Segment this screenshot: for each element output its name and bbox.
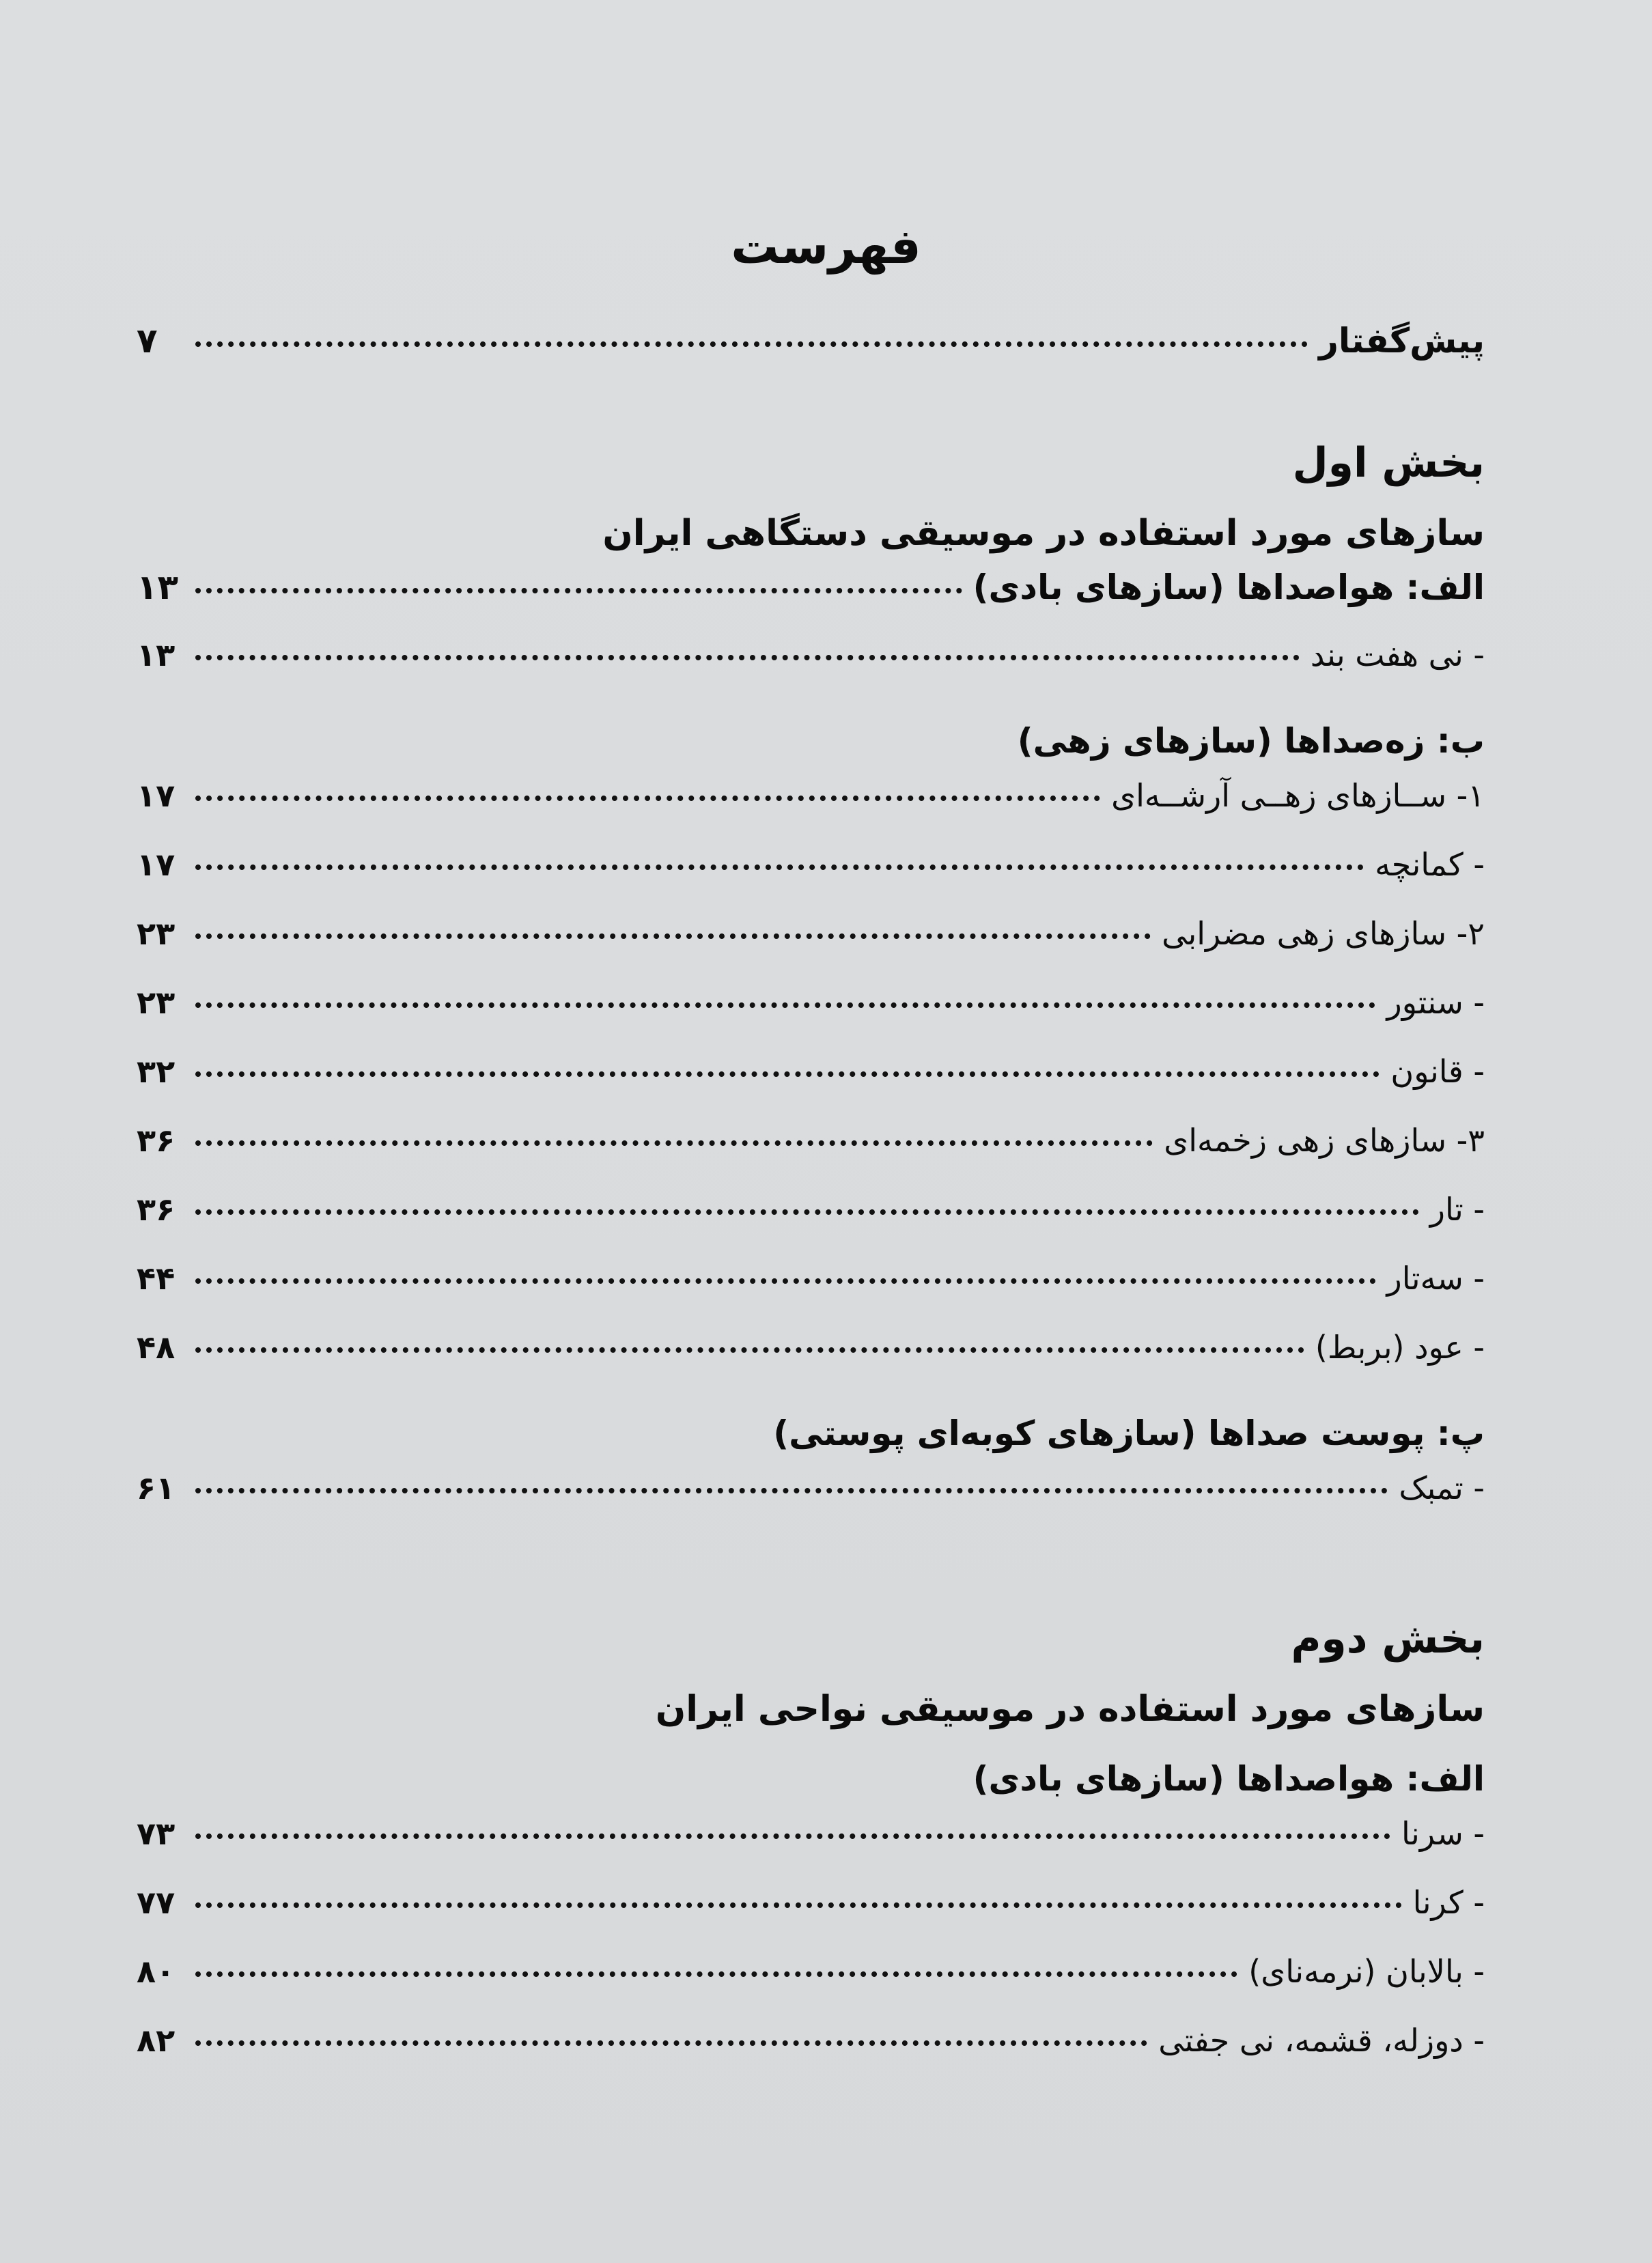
- toc-entry-label: - تمبک: [1399, 1470, 1485, 1506]
- part-subheading: سازهای مورد استفاده در موسیقی دستگاهی ایران: [602, 513, 1485, 554]
- toc-entry: [137, 567, 1485, 636]
- toc-entry-label: ۳- سازهای زهی زخمه‌ای: [1164, 1122, 1485, 1159]
- toc-entry: [137, 1815, 1485, 1884]
- toc-entry: [137, 1953, 1485, 2022]
- dot-leader: [195, 865, 1364, 870]
- toc-entry: [137, 321, 1485, 390]
- dot-leader: [195, 1071, 1380, 1077]
- dot-leader: [195, 1347, 1304, 1353]
- dot-leader: [195, 1278, 1376, 1284]
- toc-entry-label: - سرنا: [1401, 1815, 1485, 1852]
- dot-leader: [195, 796, 1100, 801]
- toc-entry-label: - سه‌تار: [1386, 1260, 1485, 1297]
- toc-entry: [137, 1191, 1485, 1260]
- toc-entry-label: - کمانچه: [1375, 846, 1485, 883]
- toc-entry-label: - دوزله، قشمه، نی جفتی: [1158, 2022, 1485, 2059]
- toc-entry: [137, 1053, 1485, 1122]
- toc-entry-label: - عود (بربط): [1315, 1329, 1485, 1366]
- toc-page-number: ۴۴: [137, 1260, 176, 1297]
- toc-page-number: ۲۳: [137, 915, 176, 952]
- toc-entry: [137, 1122, 1485, 1191]
- toc-entry: [137, 846, 1485, 915]
- dot-leader: [195, 1902, 1402, 1908]
- toc-page-number: ۱۷: [137, 846, 176, 883]
- toc-page-number: ۷۳: [137, 1815, 176, 1852]
- toc-entry-label: ۱- ســازهای زهــی آرشــه‌ای: [1111, 777, 1485, 814]
- vertical-spacer: [137, 390, 1485, 427]
- page-title: فهرست: [731, 219, 921, 275]
- toc-entry-label: - تار: [1429, 1191, 1485, 1228]
- dot-leader: [195, 1488, 1388, 1493]
- toc-entry-label: پیش‌گفتار: [1319, 321, 1485, 361]
- toc-page-number: ۸۰: [137, 1953, 176, 1990]
- toc-page-number: ۶۱: [137, 1470, 176, 1506]
- toc-page-number: ۸۲: [137, 2022, 176, 2059]
- toc-page-number: ۳۶: [137, 1191, 176, 1228]
- toc-entry: [137, 2022, 1485, 2091]
- toc-entry: [137, 1329, 1485, 1398]
- part-heading: بخش دوم: [1291, 1615, 1485, 1663]
- category-heading: ب: زه‌صداها (سازهای زهی): [1017, 721, 1485, 761]
- toc-entry-label: - نی هفت بند: [1310, 636, 1485, 673]
- toc-entry: [137, 777, 1485, 846]
- toc-page-number: ۱۳: [137, 636, 176, 673]
- dot-leader: [195, 1971, 1237, 1977]
- dot-leader: [195, 1833, 1390, 1839]
- toc-entry: [137, 1470, 1485, 1538]
- dot-leader: [195, 1140, 1153, 1146]
- dot-leader: [195, 933, 1151, 939]
- dot-leader: [195, 341, 1308, 347]
- dot-leader: [195, 1209, 1419, 1215]
- toc-page-number: ۲۳: [137, 984, 176, 1021]
- part-heading: بخش اول: [1292, 439, 1485, 487]
- toc-page-number: ۷: [137, 321, 158, 361]
- toc-page-number: ۷۷: [137, 1884, 176, 1921]
- vertical-spacer: [137, 1538, 1485, 1603]
- toc-entry: [137, 636, 1485, 705]
- toc-page-number: ۳۲: [137, 1053, 176, 1090]
- toc-entry-label: - قانون: [1390, 1053, 1485, 1090]
- toc-entry: [137, 984, 1485, 1053]
- toc-entry-label: - بالابان (نرمه‌نای): [1248, 1953, 1485, 1990]
- toc-entry: [137, 1260, 1485, 1329]
- toc-entry: [137, 915, 1485, 984]
- toc-page-number: ۱۳: [137, 567, 179, 607]
- part-subheading: سازهای مورد استفاده در موسیقی نواحی ایران: [655, 1689, 1485, 1730]
- toc-entry-label: - سنتور: [1386, 984, 1485, 1021]
- table-of-contents: [137, 321, 1485, 2091]
- dot-leader: [195, 588, 962, 593]
- toc-page-number: ۱۷: [137, 777, 176, 814]
- toc-entry-label: - کرنا: [1412, 1884, 1485, 1921]
- toc-page-number: ۴۸: [137, 1329, 176, 1366]
- dot-leader: [195, 655, 1300, 660]
- toc-entry: [137, 1884, 1485, 1953]
- dot-leader: [195, 2040, 1147, 2046]
- toc-entry-label: ۲- سازهای زهی مضرابی: [1162, 915, 1485, 952]
- category-heading: پ: پوست صداها (سازهای کوبه‌ای پوستی): [773, 1414, 1485, 1453]
- dot-leader: [195, 1002, 1375, 1008]
- toc-entry-label: الف: هواصداها (سازهای بادی): [972, 567, 1485, 607]
- category-heading: الف: هواصداها (سازهای بادی): [972, 1759, 1485, 1799]
- toc-page-number: ۳۶: [137, 1122, 176, 1159]
